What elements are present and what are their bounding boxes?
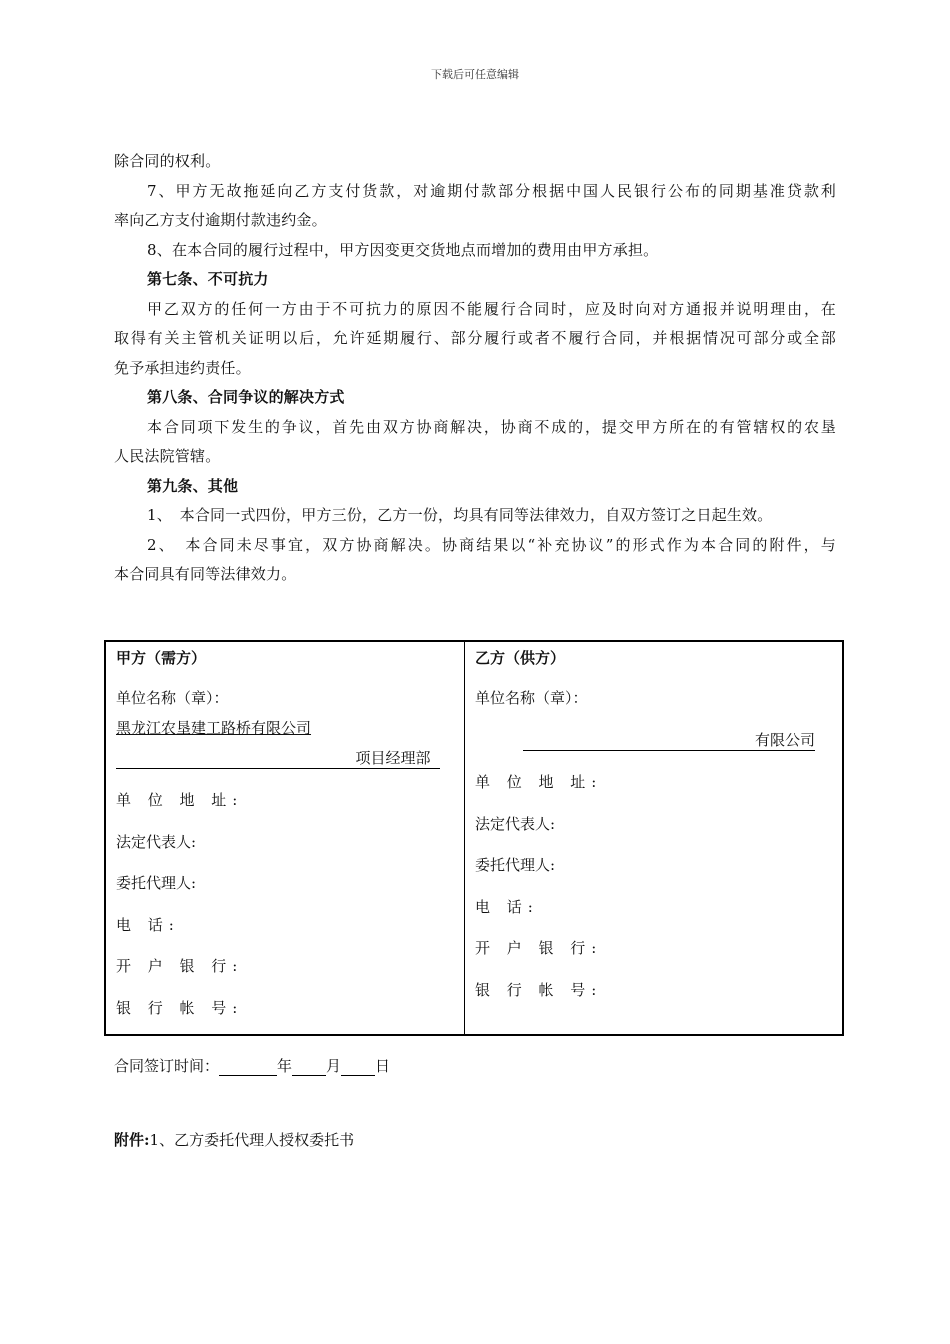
contract-body [114, 150, 836, 593]
paragraph-line: 取得有关主管机关证明以后，允许延期履行、部分履行或者不履行合同，并根据情况可部分或全部 [114, 329, 836, 347]
party-b-address-label: 单 位 地 址: [475, 773, 603, 791]
party-a-bank-label: 开 户 银 行: [116, 957, 244, 975]
paragraph-line: 本合同项下发生的争议，首先由双方协商解决，协商不成的，提交甲方所在的有管辖权的农垦 [147, 417, 836, 436]
party-b-unit-name-suffix [523, 730, 815, 751]
paragraph-line: 本合同具有同等法律效力。 [114, 565, 297, 583]
day-blank [341, 1059, 375, 1076]
paragraph-line: 1、 本合同一式四份，甲方三份，乙方一份，均具有同等法律效力，自双方签订之日起生效。 [147, 506, 773, 524]
signature-table [104, 640, 844, 1036]
party-a-title: 甲方（需方） [116, 649, 207, 667]
party-b-account-label: 银 行 帐 号: [475, 981, 603, 999]
paragraph-line: 2、 本合同未尽事宜，双方协商解决。协商结果以“补充协议”的形式作为本合同的附件，与 [147, 535, 836, 554]
paragraph-line: 免予承担违约责任。 [114, 358, 251, 377]
paragraph-line: 7、甲方无故拖延向乙方支付货款，对逾期付款部分根据中国人民银行公布的同期基准贷款利 [147, 181, 836, 200]
attachment-text: 1、乙方委托代理人授权委托书 [149, 1131, 355, 1149]
paragraph-line: 8、在本合同的履行过程中，甲方因变更交货地点而增加的费用由甲方承担。 [147, 240, 659, 259]
section-heading: 第七条、不可抗力 [147, 270, 269, 288]
sign-date-label: 合同签订时间： [114, 1057, 220, 1075]
party-a-unit-name-label: 单位名称（章）： [116, 689, 229, 707]
paragraph-line: 甲乙双方的任何一方由于不可抗力的原因不能履行合同时，应及时向对方通报并说明理由，在 [147, 299, 836, 318]
party-b-unit-name-label: 单位名称（章）： [475, 689, 588, 707]
party-b-column [465, 642, 842, 1034]
party-b-title: 乙方（供方） [475, 649, 566, 667]
party-b-legal-rep-label: 法定代表人: [475, 815, 556, 833]
month-label: 月 [326, 1057, 342, 1075]
party-a-column [106, 642, 465, 1034]
paragraph-line: 率向乙方支付逾期付款违约金。 [114, 211, 327, 229]
party-a-address-label: 单 位 地 址: [116, 791, 244, 809]
party-b-bank-label: 开 户 银 行: [475, 939, 603, 957]
paragraph-line: 人民法院管辖。 [114, 447, 221, 465]
party-b-agent-label: 委托代理人: [475, 856, 556, 874]
party-a-account-label: 银 行 帐 号: [116, 999, 244, 1017]
party-a-legal-rep-label: 法定代表人: [116, 833, 197, 851]
party-a-agent-label: 委托代理人: [116, 874, 197, 892]
day-label: 日 [375, 1057, 391, 1075]
sign-date-line [114, 1056, 390, 1076]
header-note: 下载后可任意编辑 [431, 68, 519, 81]
party-b-phone-label: 电 话: [475, 898, 539, 916]
section-heading: 第九条、其他 [147, 476, 239, 495]
party-a-unit-name-value: 黑龙江农垦建工路桥有限公司 [116, 719, 312, 737]
party-b-unit-suffix-text: 有限公司 [754, 731, 815, 749]
attachment-label: 附件: [114, 1131, 150, 1149]
year-blank [219, 1059, 277, 1076]
year-label: 年 [277, 1057, 293, 1075]
party-a-phone-label: 电 话: [116, 916, 180, 934]
section-heading: 第八条、合同争议的解决方式 [147, 388, 345, 406]
party-a-unit-name-suffix [116, 748, 440, 769]
paragraph-line: 除合同的权利。 [114, 152, 221, 170]
month-blank [292, 1059, 326, 1076]
party-a-unit-suffix-text: 项目经理部 [355, 749, 431, 767]
attachment-line [114, 1130, 354, 1150]
